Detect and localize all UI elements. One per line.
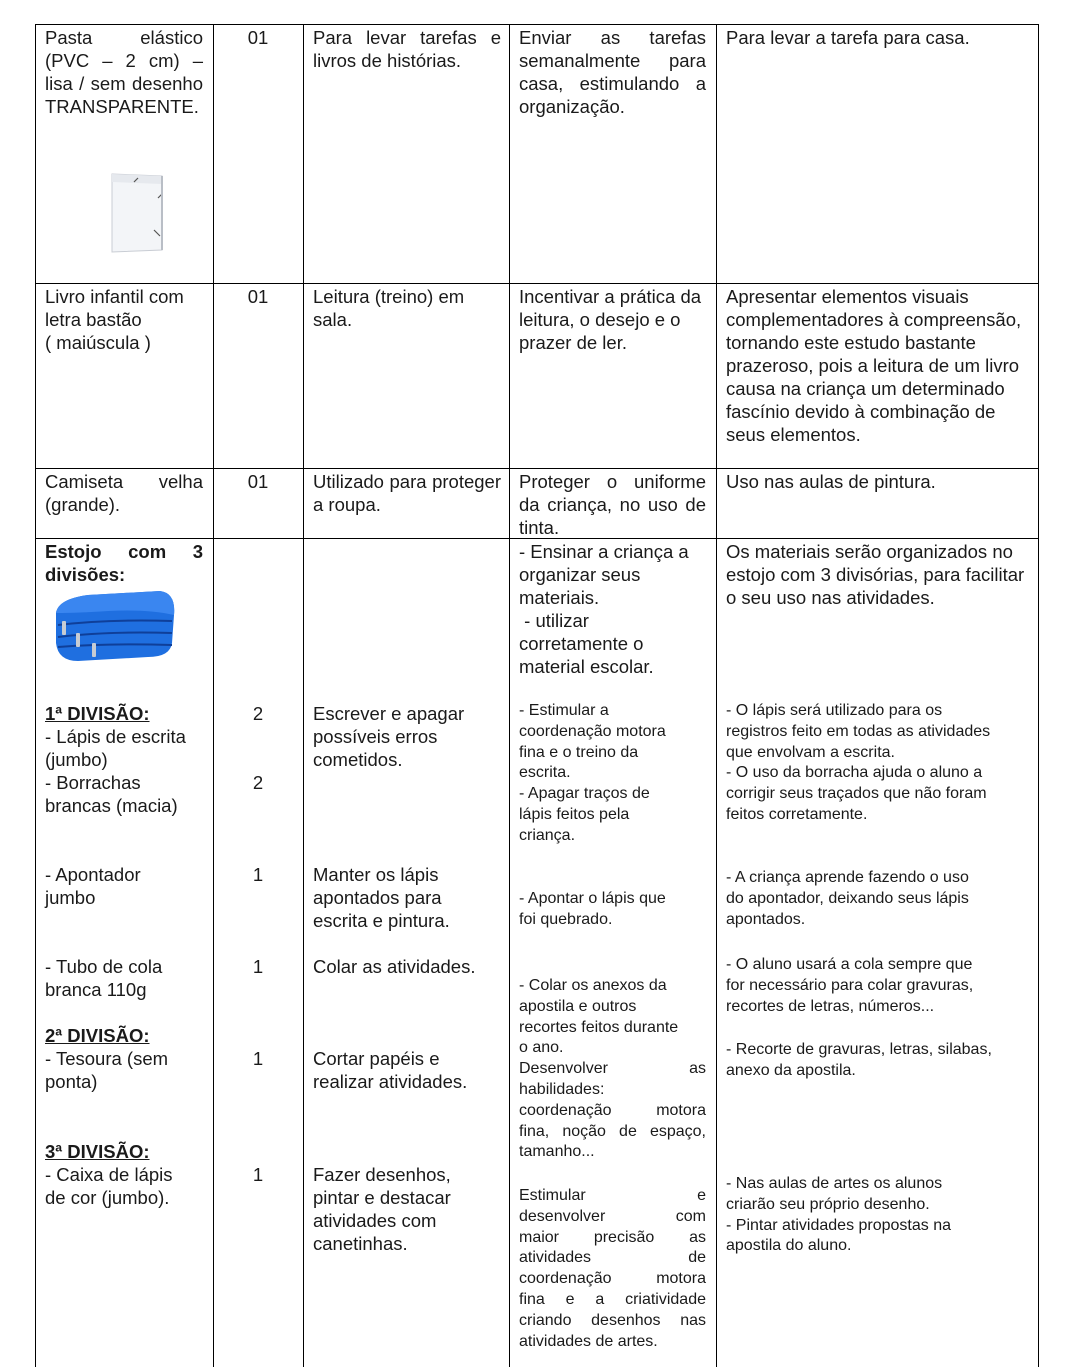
objective-cola-line: Desenvolver as bbox=[519, 1060, 706, 1078]
use-tesoura-line: realizar atividades. bbox=[313, 1071, 468, 1092]
objective-lapis-cor-line: coordenação motora bbox=[519, 1270, 706, 1288]
objective-div1-line: fina e o treino da bbox=[519, 743, 639, 761]
item-livro bbox=[45, 285, 203, 354]
use-cola: Colar as atividades. bbox=[313, 956, 476, 977]
use-apontador-line: Manter os lápis bbox=[313, 864, 439, 885]
column-divider bbox=[35, 24, 36, 1367]
qty-camiseta: 01 bbox=[247, 471, 269, 492]
justification-cola-line: for necessário para colar gravuras, bbox=[726, 976, 974, 994]
justification-div1-line: registros feito em todas as atividades bbox=[726, 722, 991, 740]
use-lapis-cor-line: pintar e destacar bbox=[313, 1187, 451, 1208]
div1-item-line: brancas (macia) bbox=[45, 795, 178, 816]
justification-apontador-line: do apontador, deixando seus lápis bbox=[726, 889, 969, 907]
qty-borracha: 2 bbox=[252, 772, 264, 793]
use-div1-line: cometidos. bbox=[313, 749, 403, 770]
justification-apontador-line: apontados. bbox=[726, 910, 806, 928]
objective-camiseta: Proteger o uniforme da criança, no uso de tinta. bbox=[519, 471, 706, 538]
row-divider bbox=[35, 468, 1039, 469]
use-apontador-line: apontados para bbox=[313, 887, 442, 908]
objective-lapis-cor-line: Estimular e bbox=[519, 1187, 706, 1204]
objective-cola-line: apostila e outros bbox=[519, 997, 637, 1015]
objective-div1-line: escrita. bbox=[519, 764, 571, 782]
justification-div1-line: feitos corretamente. bbox=[726, 805, 868, 823]
use-div1-line: Escrever e apagar bbox=[313, 703, 465, 724]
justification-div1 bbox=[726, 701, 1030, 826]
use-lapis-cor bbox=[313, 1163, 501, 1255]
use-apontador-line: escrita e pintura. bbox=[313, 910, 450, 931]
objective-livro: Incentivar a prática da leitura, o desejo e o prazer de ler. bbox=[519, 286, 702, 353]
item-livro-line: Livro infantil com bbox=[45, 286, 184, 307]
use-div1-line: possíveis erros bbox=[313, 726, 438, 747]
div2-item-line: ponta) bbox=[45, 1071, 98, 1092]
objective-estojo-line: - Ensinar a criança a bbox=[519, 541, 689, 562]
justification-estojo: Os materiais serão organizados no estojo com 3 divisórias, para facilitar o seu uso nas atividades. bbox=[726, 541, 1025, 608]
table-border-top bbox=[35, 24, 1039, 25]
justification-div1-line: - O uso da borracha ajuda o aluno a bbox=[726, 764, 983, 782]
justification-div1-line: - O lápis será utilizado para os bbox=[726, 702, 943, 719]
justification-cola bbox=[726, 955, 1030, 1017]
div1-heading: 1ª DIVISÃO: bbox=[45, 703, 150, 724]
objective-cola-line: o ano. bbox=[519, 1039, 564, 1057]
objective-apontador-line: - Apontar o lápis que bbox=[519, 890, 666, 907]
div3-heading: 3ª DIVISÃO: bbox=[45, 1141, 150, 1162]
column-divider bbox=[303, 24, 304, 1367]
objective-estojo-line: organizar seus bbox=[519, 564, 641, 585]
item-apontador-line: - Apontador bbox=[45, 864, 141, 885]
div1-item-line: - Lápis de escrita bbox=[45, 726, 186, 747]
objective-lapis-cor-line: atividades de bbox=[519, 1249, 706, 1267]
use-div1 bbox=[313, 702, 501, 771]
objective-div1 bbox=[519, 701, 706, 847]
div2-block bbox=[45, 1024, 203, 1093]
objective-pasta: Enviar as tarefas semanalmente para casa, estimulando a organização. bbox=[519, 27, 706, 117]
pencil-case-image bbox=[48, 585, 180, 665]
justification-tesoura bbox=[726, 1040, 1030, 1082]
objective-div1-line: - Estimular a bbox=[519, 702, 609, 719]
qty-tesoura: 1 bbox=[252, 1048, 264, 1069]
objective-cola-line: tamanho... bbox=[519, 1143, 595, 1161]
div3-block bbox=[45, 1140, 203, 1209]
objective-apontador bbox=[519, 889, 706, 931]
item-camiseta: Camiseta velha (grande). bbox=[45, 471, 203, 515]
justification-cola-line: - O aluno usará a cola sempre que bbox=[726, 956, 973, 973]
qty-lapis: 2 bbox=[252, 703, 264, 724]
div1-block bbox=[45, 702, 203, 817]
use-lapis-cor-line: Fazer desenhos, bbox=[313, 1164, 451, 1185]
use-apontador bbox=[313, 863, 501, 932]
objective-cola-line: coordenação motora bbox=[519, 1101, 706, 1119]
justification-div1-line: corrigir seus traçados que não foram bbox=[726, 785, 987, 803]
use-lapis-cor-line: canetinhas. bbox=[313, 1233, 408, 1254]
objective-estojo bbox=[519, 540, 706, 678]
use-tesoura bbox=[313, 1047, 501, 1093]
objective-lapis-cor-line: maior precisão as bbox=[519, 1228, 706, 1246]
div1-item-line: - Borrachas bbox=[45, 772, 141, 793]
objective-cola-line: - Colar os anexos da bbox=[519, 977, 667, 994]
use-lapis-cor-line: atividades com bbox=[313, 1210, 437, 1231]
folder-image bbox=[104, 170, 170, 256]
objective-estojo-line: material escolar. bbox=[519, 656, 654, 677]
justification-camiseta: Uso nas aulas de pintura. bbox=[726, 471, 936, 492]
objective-cola-line: fina, noção de espaço, bbox=[519, 1122, 706, 1140]
div1-item-line: (jumbo) bbox=[45, 749, 108, 770]
column-divider bbox=[716, 24, 717, 1367]
objective-estojo-line: - utilizar bbox=[519, 610, 589, 631]
item-cola bbox=[45, 955, 203, 1001]
qty-apontador: 1 bbox=[252, 864, 264, 885]
objective-apontador-line: foi quebrado. bbox=[519, 910, 613, 928]
column-divider bbox=[1038, 24, 1039, 1367]
objective-div1-line: coordenação motora bbox=[519, 722, 666, 740]
justification-lapis-cor-line: - Pintar atividades propostas na bbox=[726, 1216, 952, 1234]
div3-item-line: - Caixa de lápis bbox=[45, 1164, 173, 1185]
use-pasta: Para levar tarefas e livros de histórias. bbox=[313, 27, 501, 71]
item-apontador bbox=[45, 863, 203, 909]
justification-cola-line: recortes de letras, números... bbox=[726, 997, 935, 1015]
objective-div1-line: - Apagar traços de bbox=[519, 785, 650, 803]
objective-estojo-line: corretamente o bbox=[519, 633, 644, 654]
justification-lapis-cor-line: apostila do aluno. bbox=[726, 1237, 852, 1255]
use-tesoura-line: Cortar papéis e bbox=[313, 1048, 440, 1069]
justification-tesoura-line: anexo da apostila. bbox=[726, 1061, 856, 1079]
justification-apontador bbox=[726, 868, 1030, 930]
justification-tesoura-line: - Recorte de gravuras, letras, silabas, bbox=[726, 1041, 992, 1058]
use-camiseta: Utilizado para proteger a roupa. bbox=[313, 471, 501, 515]
item-estojo-title: Estojo com 3 divisões: bbox=[45, 541, 203, 585]
objective-lapis-cor-line: atividades de artes. bbox=[519, 1332, 658, 1350]
objective-lapis-cor-line: criando desenhos nas bbox=[519, 1311, 706, 1329]
qty-livro: 01 bbox=[247, 286, 269, 307]
justification-apontador-line: - A criança aprende fazendo o uso bbox=[726, 869, 969, 886]
justification-div1-line: que envolvam a escrita. bbox=[726, 743, 895, 761]
objective-lapis-cor-line: fina e a criatividade bbox=[519, 1290, 706, 1308]
justification-lapis-cor-line: - Nas aulas de artes os alunos bbox=[726, 1175, 943, 1192]
item-cola-line: branca 110g bbox=[45, 979, 147, 1000]
objective-lapis-cor bbox=[519, 1186, 706, 1352]
use-livro: Leitura (treino) em sala. bbox=[313, 286, 465, 330]
qty-cola: 1 bbox=[252, 956, 264, 977]
div3-item-line: de cor (jumbo). bbox=[45, 1187, 170, 1208]
item-cola-line: - Tubo de cola bbox=[45, 956, 163, 977]
objective-div1-line: lápis feitos pela bbox=[519, 805, 630, 823]
objective-cola-line: recortes feitos durante bbox=[519, 1018, 679, 1036]
objective-cola-tesoura bbox=[519, 976, 706, 1163]
column-divider bbox=[509, 24, 510, 1367]
div2-item-line: - Tesoura (sem bbox=[45, 1048, 169, 1069]
justification-lapis-cor bbox=[726, 1174, 1030, 1257]
qty-pasta: 01 bbox=[247, 27, 269, 48]
objective-div1-line: criança. bbox=[519, 826, 576, 844]
qty-lapis-cor: 1 bbox=[252, 1164, 264, 1185]
justification-lapis-cor-line: criarão seu próprio desenho. bbox=[726, 1195, 930, 1213]
row-divider bbox=[35, 283, 1039, 284]
justification-livro: Apresentar elementos visuais complementadores à compreensão, tornando este estudo bastante prazeroso, pois a leitura de um livro causa na criança um determinado fascínio devido à combinação de seus elementos. bbox=[726, 286, 1022, 445]
item-livro-line: letra bastão bbox=[45, 309, 142, 330]
objective-cola-line: habilidades: bbox=[519, 1080, 605, 1098]
objective-estojo-line: materiais. bbox=[519, 587, 600, 608]
item-apontador-line: jumbo bbox=[45, 887, 96, 908]
objective-lapis-cor-line: desenvolver com bbox=[519, 1207, 706, 1225]
item-pasta: Pasta elástico (PVC – 2 cm) – lisa / sem desenho TRANSPARENTE. bbox=[45, 27, 203, 117]
div2-heading: 2ª DIVISÃO: bbox=[45, 1025, 150, 1046]
justification-pasta: Para levar a tarefa para casa. bbox=[726, 27, 970, 48]
item-livro-line: ( maiúscula ) bbox=[45, 332, 151, 353]
